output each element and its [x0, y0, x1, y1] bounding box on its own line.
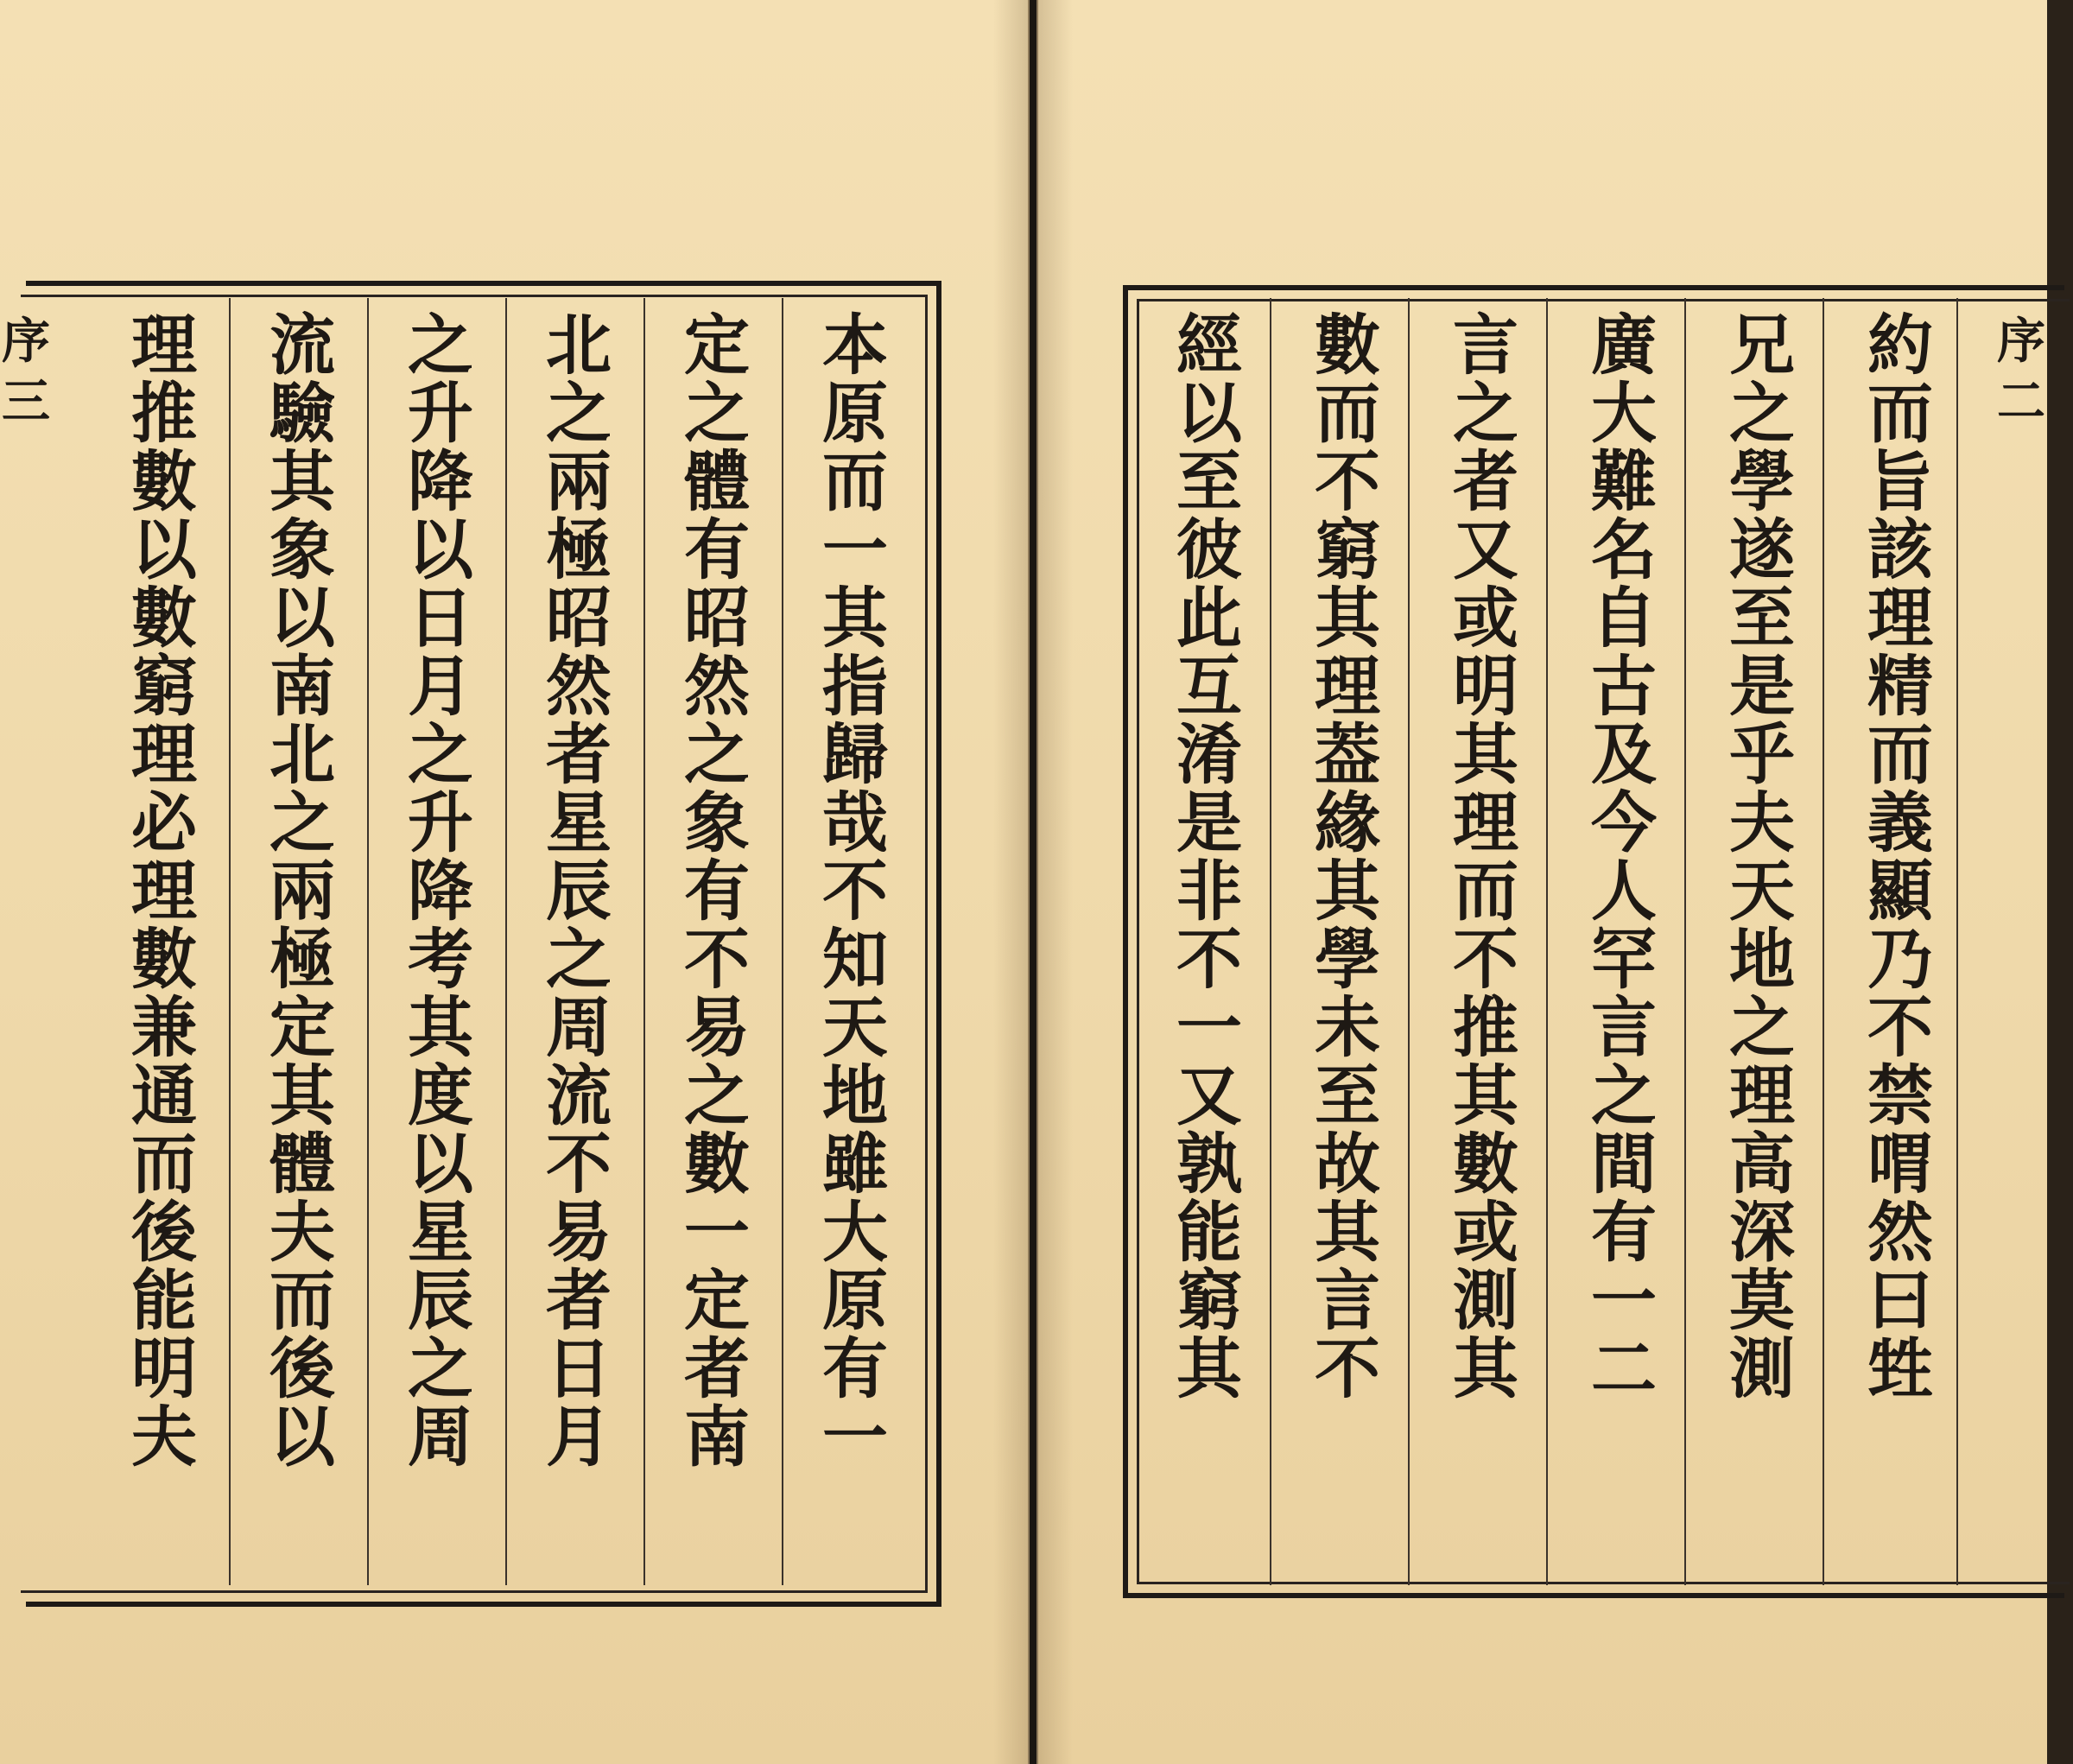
glyph: 能: [1176, 1194, 1242, 1271]
glyph: 自: [1591, 580, 1657, 657]
glyph: 夫: [131, 1399, 197, 1475]
glyph: 雖: [822, 1126, 888, 1202]
glyph: 然: [684, 648, 750, 725]
column-rule: [643, 298, 645, 1585]
glyph: 至: [1729, 580, 1795, 657]
glyph: 夫: [269, 1194, 335, 1271]
glyph: 經: [1176, 307, 1242, 384]
glyph: 推: [131, 375, 197, 452]
glyph: 周: [408, 1399, 473, 1475]
glyph: 間: [1591, 1126, 1657, 1202]
glyph: 測: [1729, 1330, 1795, 1407]
column-rule: [782, 298, 783, 1585]
right-margin-title: [1991, 311, 2051, 432]
glyph: 象: [269, 511, 335, 588]
glyph: 南: [684, 1399, 750, 1475]
glyph: 莫: [1729, 1262, 1795, 1339]
glyph: 互: [1176, 648, 1242, 725]
left-margin-title: [0, 311, 52, 432]
glyph: 人: [1591, 853, 1657, 930]
column-rule: [1270, 298, 1271, 1585]
glyph: 月: [408, 648, 473, 725]
glyph: 遂: [1729, 511, 1795, 588]
glyph: 北: [546, 307, 612, 384]
glyph: 體: [269, 1126, 335, 1202]
glyph: 易: [546, 1194, 612, 1271]
glyph: 學: [1729, 443, 1795, 520]
glyph: 理: [131, 307, 197, 384]
glyph: 通: [131, 1057, 197, 1134]
glyph: 而: [131, 1126, 197, 1202]
glyph: 流: [269, 307, 335, 384]
glyph: 孰: [1176, 1126, 1242, 1202]
glyph: 數: [684, 1126, 750, 1202]
glyph: 度: [408, 1057, 473, 1134]
glyph: 言: [1315, 1262, 1380, 1339]
glyph: 約: [1867, 307, 1933, 384]
glyph: 言: [1591, 989, 1657, 1066]
column-rule: [367, 298, 369, 1585]
spine-shadow-right: [1038, 0, 1073, 1764]
glyph: 之: [408, 716, 473, 793]
glyph: 兄: [1729, 307, 1795, 384]
glyph: 降: [408, 853, 473, 930]
glyph: 理: [1867, 580, 1933, 657]
left-text-column-5: [259, 307, 346, 1475]
glyph: 不: [822, 853, 888, 930]
glyph: 難: [1591, 443, 1657, 520]
glyph: 不: [546, 1126, 612, 1202]
glyph: 日: [546, 1330, 612, 1407]
glyph: 之: [684, 716, 750, 793]
glyph: 理: [1453, 784, 1518, 861]
glyph: 月: [546, 1399, 612, 1475]
glyph: 者: [546, 1262, 612, 1339]
glyph: 不: [1315, 443, 1380, 520]
glyph: 又: [1453, 511, 1518, 588]
glyph: 緣: [1315, 784, 1380, 861]
glyph: 淆: [1176, 716, 1242, 793]
glyph: 驗: [269, 375, 335, 452]
glyph: 然: [546, 648, 612, 725]
glyph: 天: [1729, 853, 1795, 930]
glyph: 顯: [1867, 853, 1933, 930]
glyph: 喟: [1867, 1126, 1933, 1202]
glyph: 北: [269, 716, 335, 793]
column-rule: [1546, 298, 1548, 1585]
glyph: 或: [1453, 580, 1518, 657]
glyph: 極: [546, 511, 612, 588]
glyph: 旨: [1867, 443, 1933, 520]
glyph: 定: [684, 307, 750, 384]
glyph: 有: [1591, 1194, 1657, 1271]
glyph: 序: [1997, 313, 2045, 370]
glyph: 言: [1453, 307, 1518, 384]
glyph: 體: [684, 443, 750, 520]
glyph: 能: [131, 1262, 197, 1339]
left-text-column-6: [121, 307, 207, 1475]
glyph: 測: [1453, 1262, 1518, 1339]
glyph: 其: [269, 1057, 335, 1134]
glyph: 罕: [1591, 921, 1657, 998]
glyph: 明: [1453, 648, 1518, 725]
glyph: 三: [2, 373, 50, 430]
left-text-column-1: [812, 307, 898, 1475]
glyph: 其: [1453, 1057, 1518, 1134]
column-rule: [1408, 298, 1410, 1585]
glyph: 後: [131, 1194, 197, 1271]
glyph: 古: [1591, 648, 1657, 725]
glyph: 不: [1867, 989, 1933, 1066]
right-text-column-5: [1304, 307, 1391, 1407]
glyph: 二: [1591, 1330, 1657, 1407]
glyph: 周: [546, 989, 612, 1066]
column-rule: [1956, 298, 1958, 1585]
glyph: 及: [1591, 716, 1657, 793]
right-text-column-4: [1442, 307, 1529, 1407]
glyph: 一: [822, 1399, 888, 1475]
glyph: 故: [1315, 1126, 1380, 1202]
glyph: 而: [269, 1262, 335, 1339]
glyph: 其: [1453, 1330, 1518, 1407]
glyph: 數: [131, 580, 197, 657]
column-rule: [1684, 298, 1686, 1585]
column-rule: [505, 298, 507, 1585]
glyph: 兩: [269, 853, 335, 930]
glyph: 降: [408, 443, 473, 520]
glyph: 有: [684, 511, 750, 588]
glyph: 象: [684, 784, 750, 861]
glyph: 之: [1729, 375, 1795, 452]
left-text-column-2: [674, 307, 760, 1475]
glyph: 不: [1315, 1330, 1380, 1407]
glyph: 窮: [1176, 1262, 1242, 1339]
glyph: 甡: [1867, 1330, 1933, 1407]
glyph: 後: [269, 1330, 335, 1407]
glyph: 者: [684, 1330, 750, 1407]
glyph: 是: [1176, 784, 1242, 861]
glyph: 之: [1453, 375, 1518, 452]
glyph: 以: [408, 1126, 473, 1202]
glyph: 禁: [1867, 1057, 1933, 1134]
glyph: 不: [1453, 921, 1518, 998]
glyph: 一: [684, 1194, 750, 1271]
glyph: 考: [408, 921, 473, 998]
glyph: 其: [1315, 580, 1380, 657]
glyph: 夫: [1729, 784, 1795, 861]
glyph: 地: [822, 1057, 888, 1134]
glyph: 是: [1729, 648, 1795, 725]
glyph: 而: [1315, 375, 1380, 452]
glyph: 而: [1867, 375, 1933, 452]
glyph: 或: [1453, 1194, 1518, 1271]
glyph: 非: [1176, 853, 1242, 930]
glyph: 原: [822, 375, 888, 452]
glyph: 本: [822, 307, 888, 384]
glyph: 其: [269, 443, 335, 520]
glyph: 一: [1176, 989, 1242, 1066]
right-text-column-2: [1719, 307, 1805, 1407]
glyph: 大: [1591, 375, 1657, 452]
glyph: 數: [1315, 307, 1380, 384]
glyph: 流: [546, 1057, 612, 1134]
glyph: 之: [408, 307, 473, 384]
left-text-column-3: [536, 307, 622, 1475]
glyph: 數: [1453, 1126, 1518, 1202]
glyph: 至: [1315, 1057, 1380, 1134]
glyph: 明: [131, 1330, 197, 1407]
glyph: 者: [546, 716, 612, 793]
glyph: 至: [1176, 443, 1242, 520]
glyph: 星: [546, 784, 612, 861]
glyph: 序: [2, 313, 50, 370]
glyph: 乃: [1867, 921, 1933, 998]
glyph: 而: [822, 443, 888, 520]
glyph: 歸: [822, 716, 888, 793]
glyph: 其: [822, 580, 888, 657]
left-text-column-4: [397, 307, 484, 1475]
glyph: 知: [822, 921, 888, 998]
glyph: 大: [822, 1194, 888, 1271]
glyph: 有: [684, 853, 750, 930]
glyph: 南: [269, 648, 335, 725]
glyph: 學: [1315, 921, 1380, 998]
glyph: 其: [1453, 716, 1518, 793]
glyph: 精: [1867, 648, 1933, 725]
glyph: 數: [131, 921, 197, 998]
glyph: 二: [1997, 373, 2045, 430]
glyph: 名: [1591, 511, 1657, 588]
glyph: 昭: [684, 580, 750, 657]
glyph: 升: [408, 375, 473, 452]
glyph: 原: [822, 1262, 888, 1339]
glyph: 一: [822, 511, 888, 588]
glyph: 今: [1591, 784, 1657, 861]
glyph: 窮: [1315, 511, 1380, 588]
glyph: 理: [1729, 1057, 1795, 1134]
column-rule: [1823, 298, 1824, 1585]
glyph: 有: [822, 1330, 888, 1407]
glyph: 深: [1729, 1194, 1795, 1271]
glyph: 其: [1315, 1194, 1380, 1271]
glyph: 窮: [131, 648, 197, 725]
glyph: 其: [1315, 853, 1380, 930]
glyph: 哉: [822, 784, 888, 861]
glyph: 者: [1453, 443, 1518, 520]
right-text-column-1: [1857, 307, 1943, 1407]
glyph: 理: [131, 853, 197, 930]
glyph: 一: [1591, 1262, 1657, 1339]
glyph: 地: [1729, 921, 1795, 998]
glyph: 理: [131, 716, 197, 793]
glyph: 義: [1867, 784, 1933, 861]
glyph: 升: [408, 784, 473, 861]
glyph: 而: [1867, 716, 1933, 793]
glyph: 廣: [1591, 307, 1657, 384]
glyph: 辰: [408, 1262, 473, 1339]
glyph: 日: [408, 580, 473, 657]
glyph: 之: [1729, 989, 1795, 1066]
glyph: 未: [1315, 989, 1380, 1066]
column-rule: [229, 298, 231, 1585]
glyph: 又: [1176, 1057, 1242, 1134]
glyph: 之: [408, 1330, 473, 1407]
glyph: 葢: [1315, 716, 1380, 793]
glyph: 高: [1729, 1126, 1795, 1202]
spine-shadow-left: [993, 0, 1028, 1764]
glyph: 數: [131, 443, 197, 520]
glyph: 其: [408, 989, 473, 1066]
glyph: 該: [1867, 511, 1933, 588]
glyph: 以: [269, 580, 335, 657]
glyph: 然: [1867, 1194, 1933, 1271]
glyph: 之: [684, 375, 750, 452]
glyph: 必: [131, 784, 197, 861]
glyph: 曰: [1867, 1262, 1933, 1339]
glyph: 推: [1453, 989, 1518, 1066]
glyph: 辰: [546, 853, 612, 930]
glyph: 而: [1453, 853, 1518, 930]
glyph: 易: [684, 989, 750, 1066]
glyph: 極: [269, 921, 335, 998]
right-text-column-3: [1581, 307, 1667, 1407]
glyph: 其: [1176, 1330, 1242, 1407]
glyph: 不: [684, 921, 750, 998]
glyph: 兼: [131, 989, 197, 1066]
glyph: 昭: [546, 580, 612, 657]
glyph: 理: [1315, 648, 1380, 725]
glyph: 以: [1176, 375, 1242, 452]
glyph: 之: [546, 921, 612, 998]
glyph: 以: [269, 1399, 335, 1475]
glyph: 定: [684, 1262, 750, 1339]
right-text-column-6: [1166, 307, 1252, 1407]
glyph: 星: [408, 1194, 473, 1271]
glyph: 之: [684, 1057, 750, 1134]
glyph: 乎: [1729, 716, 1795, 793]
glyph: 以: [131, 511, 197, 588]
glyph: 之: [269, 784, 335, 861]
glyph: 不: [1176, 921, 1242, 998]
glyph: 兩: [546, 443, 612, 520]
glyph: 定: [269, 989, 335, 1066]
glyph: 此: [1176, 580, 1242, 657]
glyph: 指: [822, 648, 888, 725]
glyph: 彼: [1176, 511, 1242, 588]
glyph: 之: [546, 375, 612, 452]
glyph: 以: [408, 511, 473, 588]
glyph: 天: [822, 989, 888, 1066]
glyph: 之: [1591, 1057, 1657, 1134]
